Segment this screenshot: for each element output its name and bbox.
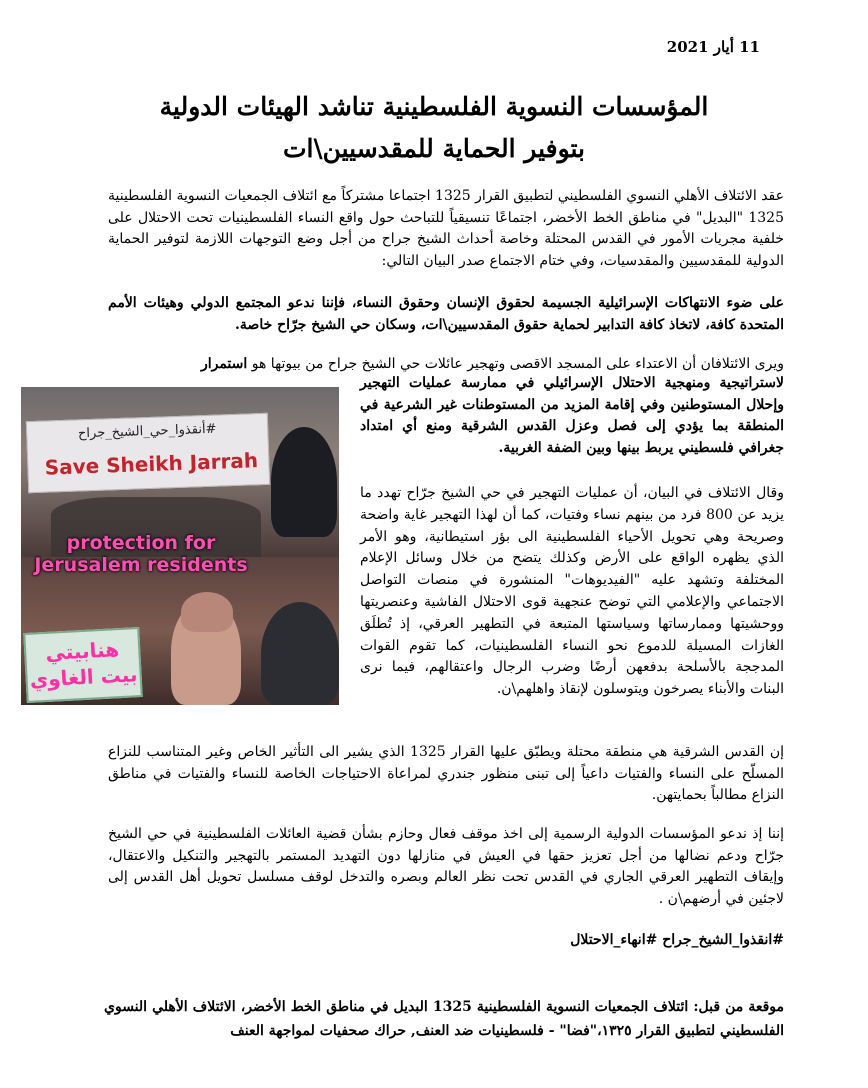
paragraph-appeal: إننا إذ ندعو المؤسسات الدولية الرسمية إلى اخذ موقف فعال وحازم بشأن قضية العائلات الفلسطينية في حي الشيخ جرّاح ودعم نضالها من أجل تعزيز حقها في العيش في منازلها دون التهديد المستمر بالتهجير والتنكيل والاعتقال، وإيقاف التطهير العرقي الجاري في القدس تحت نظر العالم وبصره والتدخل لوقف مسلسل تحويل أهل القدس إلى لاجئين في أرضهم\ن .	[108, 826, 784, 907]
signatories: موقعة من قبل: ائتلاف الجمعيات النسوية الفلسطينية 1325 البديل في مناطق الخط الأخضر، الائتلاف الأهلي النسوي الفلسطيني لتطبيق القرار ١٣٢٥،"فضا" - فلسطينيات ضد العنف, حراك صحفيات لمواجهة العنف	[104, 999, 785, 1039]
title-line-2: بتوفير الحماية للمقدسيين\ات	[282, 134, 586, 163]
photo-overlay-caption	[21, 532, 261, 576]
photo-protest-banner	[26, 413, 270, 493]
paragraph-east-jerusalem: إن القدس الشرقية هي منطقة محتلة ويطبّق عليها القرار 1325 الذي يشير الى التأثير الخاص وغير المتناسب للنزاع المسلّح على النساء والفتيات داعياً إلى تبنى منظور جندري لمراعاة الاحتياجات الخاصة للنساء والفتيات في مناطق النزاع مطالباً بحمايتهن.	[108, 744, 784, 803]
paragraph-displacement: وقال الائتلاف في البيان، أن عمليات التهجير في حي الشيخ جرّاح تهدد ما يزيد عن 800 فرد من بينهم نساء وفتيات، كما أن لهذا التهجير غاية واضحة وصريحة وهي تحويل الأحياء الفلسطينية الى بؤر استيطانية، وهو الأمر الذي يظهره الواقع على الأرض وكذلك يتضح من خلال وسائل الإعلام المختلفة وتشهد عليه "الفيديوهات" المنشورة في منصات التواصل الاجتماعي والإعلامي التي توضح عنجهية قوى الاحتلال الفاشية وعنصريتها ووحشيتها وممارساتها وسياستها المتبعة في التطهير العرقي، إذ تُطلَق الغازات المسيلة للدموع نحو النساء الفلسطينيات، كما تقوم القوات المدججة بالأسلحة بدفعهن أرضًا وضرب الرجال واعتقالهم، فيما نرى البنات والأبناء يصرخون ويتوسلون لإنقاذ واهلهم\ن.	[360, 485, 784, 698]
photo-officer-figure	[261, 602, 339, 705]
overlay-line-2: Jerusalem residents	[34, 554, 248, 576]
sign-line-2: بيت الغاوي	[29, 662, 139, 692]
protest-photo-collage	[21, 387, 339, 705]
document-title	[80, 86, 788, 170]
sign-text	[26, 635, 141, 693]
photo-handheld-sign	[23, 627, 143, 703]
sign-line-1: هنابيتي	[44, 637, 120, 665]
overlay-line-1: protection for	[66, 532, 216, 554]
paragraph-call-to-action: على ضوء الانتهاكات الإسرائيلية الجسيمة لحقوق الإنسان وحقوق النساء، فإننا ندعو المجتمع الدولي وهيئات الأمم المتحدة كافة، لاتخاذ كافة التدابير لحماية حقوق المقدسيين\ات، وسكان حي الشيخ جرّاح خاصة.	[108, 295, 784, 333]
paragraph-coalitions-intro: ويرى الائتلافان أن الاعتداء على المسجد الاقصى وتهجير عائلات حي الشيخ جراح من بيوتها هو	[251, 356, 784, 372]
title-line-1: المؤسسات النسوية الفلسطينية تناشد الهيئات الدولية	[159, 92, 709, 121]
banner-arabic-text: #أنقذوا_حي_الشيخ_جراح	[77, 421, 217, 442]
banner-english-text: Save Sheikh Jarrah	[44, 448, 259, 480]
paragraph-intro: عقد الائتلاف الأهلي النسوي الفلسطيني لتطبيق القرار 1325 اجتماعا مشتركاً مع ائتلاف الجمعيات النسوية الفلسطينية 1325 "البديل" في مناطق الخط الأخضر، اجتماعًا تنسيقياً للتباحث حول واقع النساء الفلسطينيات تحت الاحتلال على خلفية مجريات الأمور في القدس المحتلة وخاصة أحداث الشيخ جراح من أجل وضع التوجهات اللازمة لتوفير الحماية الدولية للمقدسيين والمقدسيات، وفي ختام الاجتماع صدر البيان التالي:	[108, 188, 784, 269]
document-date: 11 أيار 2021	[666, 38, 760, 56]
hashtags: #انقذوا_الشيخ_جراح #انهاء_الاحتلال	[570, 932, 784, 948]
photo-woman-headscarf	[181, 592, 233, 632]
photo-soldier-figure	[271, 427, 337, 537]
paragraph-coalitions-bold: لاستراتيجية ومنهجية الاحتلال الإسرائيلي في ممارسة عمليات التهجير وإحلال المستوطنين وفي إقامة المزيد من المستوطنات غير الشرعية في المنطقة بما يؤدي إلى فصل وعزل القدس الشرقية ومنع أي امتداد جغرافي فلسطيني يربط بينها وبين الضفة الغربية.	[360, 375, 784, 456]
paragraph-coalitions-bold-start: استمرار	[200, 356, 248, 372]
